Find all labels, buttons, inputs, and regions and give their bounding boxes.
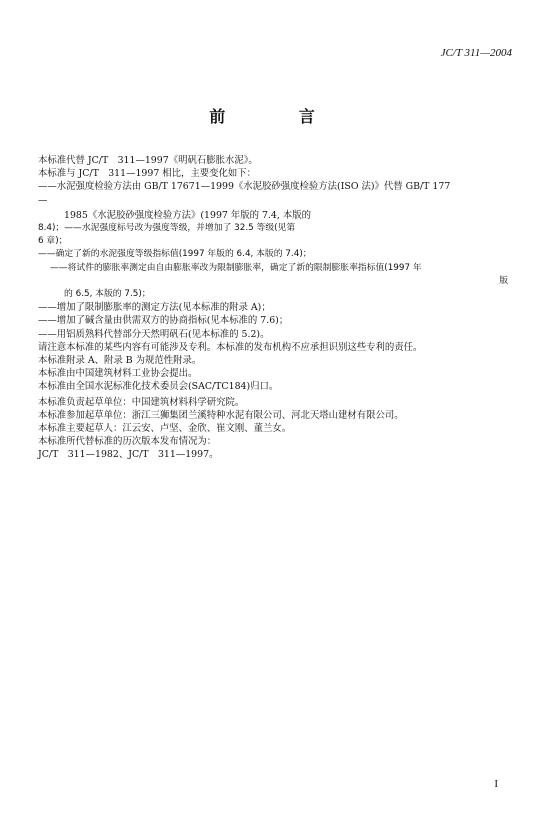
change-item-expansion-rate-wrap: 版 [499, 275, 508, 286]
paragraph-changes-intro: 本标准与 JC/T 311—1997 相比，主要变化如下： [38, 168, 257, 180]
page-title: 前 言 [209, 107, 349, 126]
change-item-strength-values: ——确定了新的水泥强度等级指标值(1997 年版的 6.4, 本版的 7.4)； [38, 249, 312, 260]
change-item-alkali-content: ——增加了碱含量由供需双方的协商指标(见本标准的 7.6)； [38, 315, 289, 327]
paragraph-patent-notice: 请注意本标准的某些内容有可能涉及专利。本标准的发布机构不应承担识别这些专利的责任。 [38, 341, 423, 353]
standard-code-header: JC/T 311—2004 [440, 47, 512, 59]
change-item-strength-grade: 8.4)；——水泥强度标号改为强度等级，并增加了 32.5 等级(见第 [38, 223, 296, 234]
paragraph-participating-drafters: 本标准参加起草单位：浙江三狮集团兰溪特种水泥有限公司、河北天塔山建材有限公司。 [38, 409, 404, 421]
change-item-test-method-dash: — [38, 194, 48, 206]
paragraph-proposer: 本标准由中国建筑材料工业协会提出。 [38, 368, 198, 380]
page-number: I [494, 778, 498, 790]
change-item-strength-grade-cont: 6 章)； [38, 236, 68, 247]
paragraph-replaces: 本标准代替 JC/T 311—1997《明矾石膨胀水泥》。 [38, 155, 258, 166]
change-item-test-method-cont: 1985《水泥胶砂强度检验方法》(1997 年版的 7.4, 本版的 [64, 209, 311, 221]
paragraph-history-intro: 本标准所代替标准的历次版本发布情况为： [38, 436, 217, 448]
change-item-expansion-rate: ——将试件的膨胀率测定由自由膨胀率改为限制膨胀率，确定了新的限制膨胀率指标值(1997 年 [50, 262, 422, 273]
paragraph-committee: 本标准由全国水泥标准化技术委员会(SAC/TC184)归口。 [38, 381, 279, 393]
change-item-aluminous-clinker: ——用铝质熟料代替部分天然明矾石(见本标准的 5.2)。 [38, 328, 270, 340]
change-item-test-method: ——水泥强度检验方法由 GB/T 17671—1999《水泥胶砂强度检验方法(ISO 法)》代替 GB/T 177 [38, 181, 451, 193]
foreword-body [38, 154, 508, 462]
paragraph-main-drafters: 本标准主要起草人：江云安、卢坚、金欣、崔文刚、董兰女。 [38, 423, 292, 435]
paragraph-annexes: 本标准附录 A、附录 B 为规范性附录。 [38, 355, 202, 367]
paragraph-history-editions: JC/T 311—1982、JC/T 311—1997。 [38, 449, 219, 461]
change-item-test-method-added: ——增加了限制膨胀率的测定方法(见本标准的附录 A)； [38, 302, 271, 314]
change-item-expansion-rate-cont: 的 6.5, 本版的 7.5)； [64, 289, 151, 300]
paragraph-lead-drafter: 本标准负责起草单位：中国建筑材料科学研究院。 [38, 396, 245, 408]
